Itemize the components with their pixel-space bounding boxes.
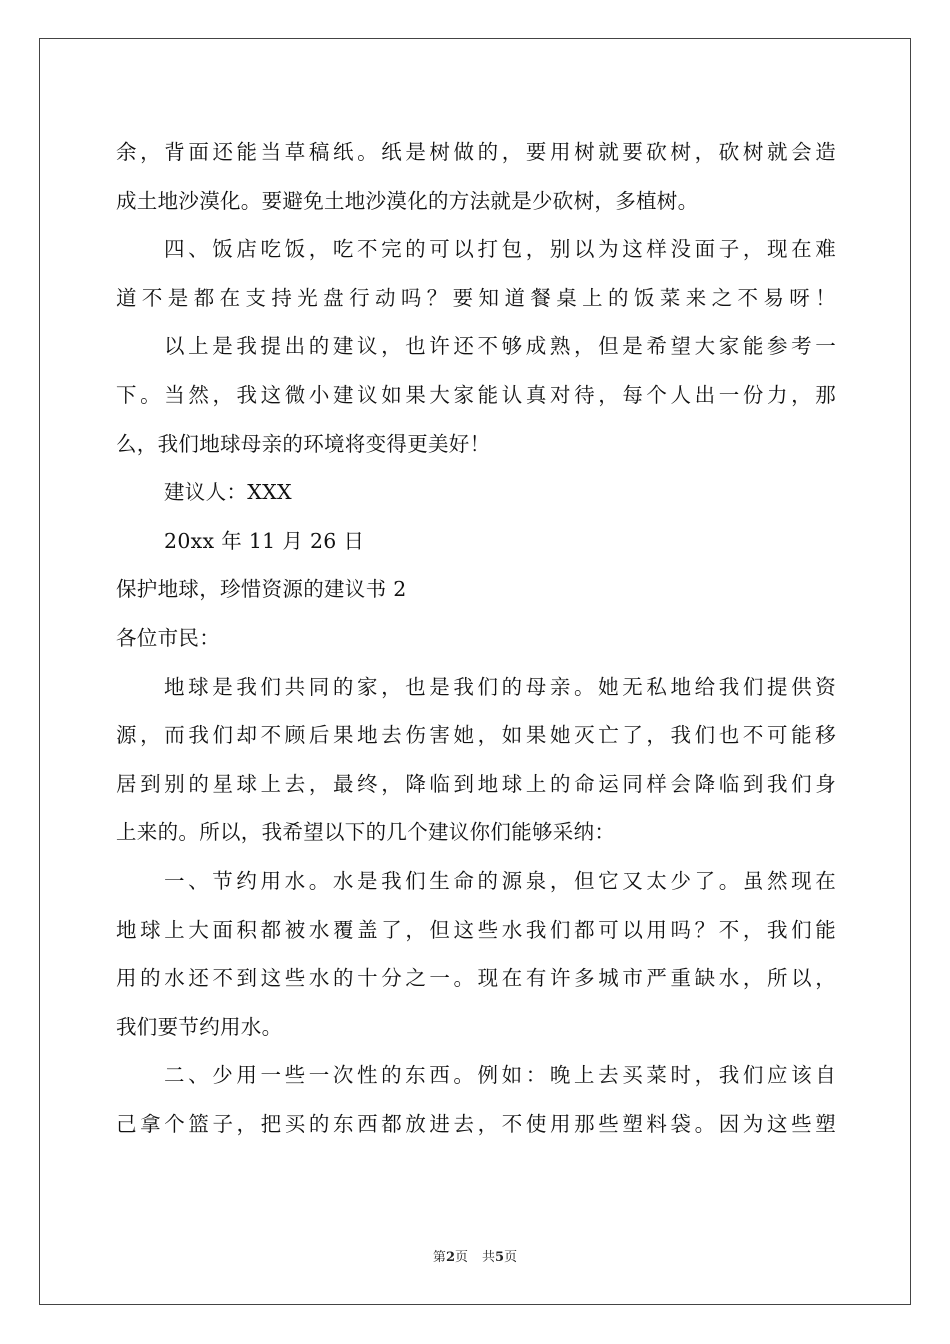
footer-page-number: 2 bbox=[445, 1250, 455, 1265]
footer-total-prefix: 共 bbox=[482, 1250, 496, 1265]
paragraph-start-line: 地球是我们共同的家，也是我们的母亲。她无私地给我们提供资 bbox=[164, 674, 836, 699]
page-footer bbox=[0, 1246, 950, 1265]
text-line: 下。当然，我这微小建议如果大家能认真对待，每个人出一份力，那 bbox=[116, 382, 836, 407]
paragraph-start-line: 四、饭店吃饭，吃不完的可以打包，别以为这样没面子，现在难 bbox=[164, 237, 836, 262]
document-body bbox=[116, 128, 836, 1148]
footer-page-prefix: 第 bbox=[432, 1250, 446, 1265]
text-line: 己拿个篮子，把买的东西都放进去，不使用那些塑料袋。因为这些塑 bbox=[116, 1111, 836, 1136]
signer-line: 建议人：XXX bbox=[164, 480, 292, 505]
text-line: 我们要节约用水。 bbox=[116, 1014, 283, 1039]
text-line: 成土地沙漠化。要避免土地沙漠化的方法就是少砍树，多植树。 bbox=[116, 188, 699, 213]
footer-total-number: 5 bbox=[495, 1250, 505, 1265]
text-line: 地球上大面积都被水覆盖了，但这些水我们都可以用吗？不，我们能 bbox=[116, 917, 836, 942]
salutation: 各位市民： bbox=[116, 625, 220, 650]
text-line: 源，而我们却不顾后果地去伤害她，如果她灭亡了，我们也不可能移 bbox=[116, 723, 836, 748]
text-line: 么，我们地球母亲的环境将变得更美好！ bbox=[116, 431, 491, 456]
footer-page-suffix: 页 bbox=[454, 1250, 468, 1265]
text-line: 余，背面还能当草稿纸。纸是树做的，要用树就要砍树，砍树就会造 bbox=[116, 140, 836, 164]
date-line: 20xx 年 11 月 26 日 bbox=[164, 528, 365, 553]
paragraph-start-line: 二、少用一些一次性的东西。例如：晚上去买菜时，我们应该自 bbox=[164, 1063, 836, 1088]
section-title: 保护地球，珍惜资源的建议书 2 bbox=[116, 577, 407, 602]
text-line: 道不是都在支持光盘行动吗？要知道餐桌上的饭菜来之不易呀！ bbox=[116, 285, 836, 310]
text-line: 用的水还不到这些水的十分之一。现在有许多城市严重缺水，所以， bbox=[116, 966, 836, 991]
paragraph-start-line: 以上是我提出的建议，也许还不够成熟，但是希望大家能参考一 bbox=[164, 334, 836, 359]
text-line: 上来的。所以，我希望以下的几个建议你们能够采纳： bbox=[116, 820, 616, 845]
text-line: 居到别的星球上去，最终，降临到地球上的命运同样会降临到我们身 bbox=[116, 771, 836, 796]
footer-total-suffix: 页 bbox=[504, 1250, 518, 1265]
paragraph-start-line: 一、节约用水。水是我们生命的源泉，但它又太少了。虽然现在 bbox=[164, 868, 836, 893]
